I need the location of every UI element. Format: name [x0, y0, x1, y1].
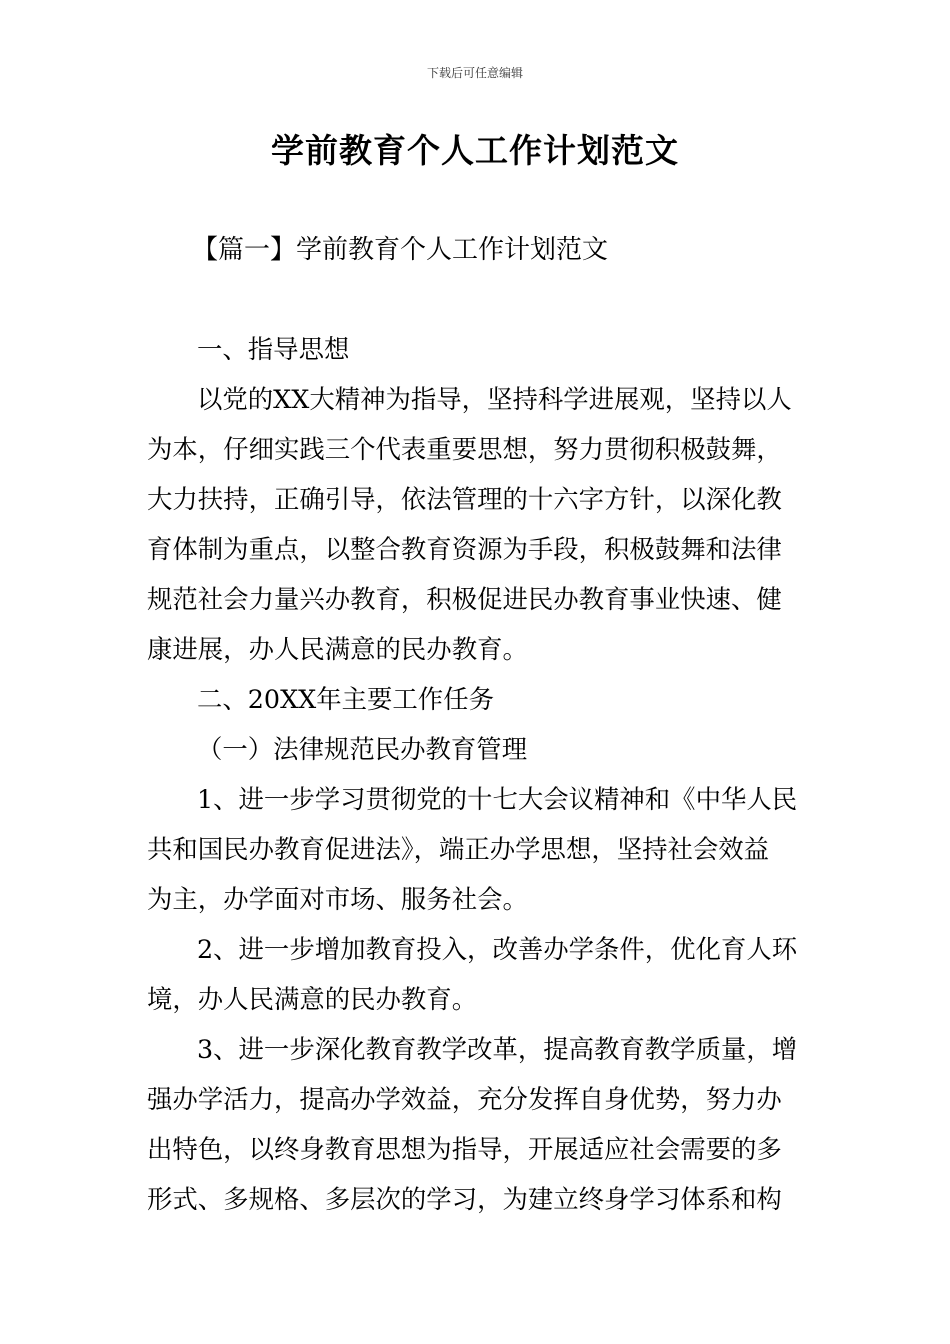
body-text-line: 康进展，办人民满意的民办教育。 [147, 634, 528, 664]
body-text-line: 形式、多规格、多层次的学习，为建立终身学习体系和构 [147, 1184, 782, 1214]
body-text-line: 出特色，以终身教育思想为指导，开展适应社会需要的多 [147, 1134, 782, 1164]
body-text-line: 规范社会力量兴办教育，积极促进民办教育事业快速、健 [147, 584, 782, 614]
body-text-line: （一）法律规范民办教育管理 [197, 734, 528, 764]
document-body [147, 324, 807, 1224]
body-text-line: 大力扶持，正确引导，依法管理的十六字方针，以深化教 [147, 484, 782, 514]
body-text-line: 强办学活力，提高办学效益，充分发挥自身优势，努力办 [147, 1084, 782, 1114]
body-text-line: 3、进一步深化教育教学改革，提高教育教学质量，增 [197, 1034, 798, 1064]
header-note: 下载后可任意编辑 [426, 66, 523, 80]
body-text-line: 为本，仔细实践三个代表重要思想，努力贯彻积极鼓舞， [147, 434, 782, 464]
body-text-line: 育体制为重点，以整合教育资源为手段，积极鼓舞和法律 [147, 534, 782, 564]
body-text-line: 境，办人民满意的民办教育。 [147, 984, 478, 1014]
body-text-line: 为主，办学面对市场、服务社会。 [147, 884, 528, 914]
body-text-line: 1、进一步学习贯彻党的十七大会议精神和《中华人民 [197, 784, 798, 814]
body-text-line: 2、进一步增加教育投入，改善办学条件，优化育人环 [197, 934, 798, 964]
body-text-line: 共和国民办教育促进法》，端正办学思想，坚持社会效益 [147, 834, 770, 864]
body-text-line: 二、20XX年主要工作任务 [197, 684, 494, 714]
body-text-line: 一、指导思想 [197, 334, 350, 364]
section-title: 【篇一】学前教育个人工作计划范文 [192, 235, 609, 265]
document-title: 学前教育个人工作计划范文 [271, 131, 679, 170]
body-text-line: 以党的XX大精神为指导，坚持科学进展观，坚持以人 [197, 384, 792, 414]
